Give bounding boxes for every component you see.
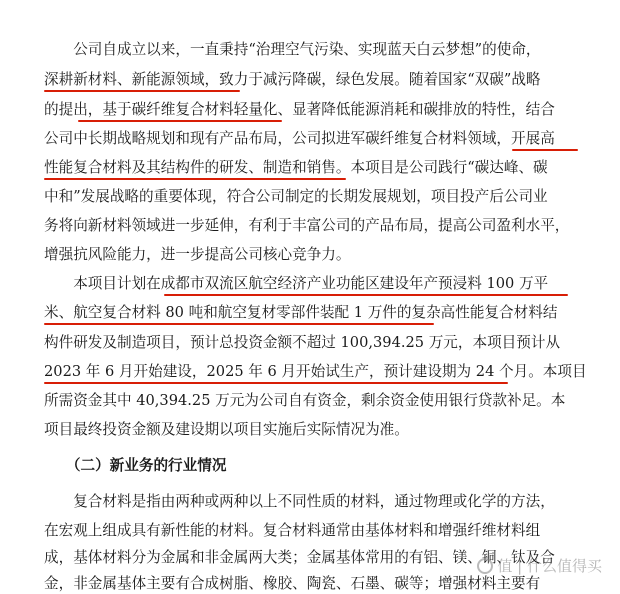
- text-line: 在宏观上组成具有新性能的材料。复合材料通常由基体材料和增强纤维材料组: [44, 522, 541, 539]
- text-line: 深耕新材料、新能源领域，致力于减污降碳，绿色发展。随着国家“双碳”战略: [44, 71, 541, 88]
- text-line: 公司中长期战略规划和现有产品布局，公司拟进军碳纤维复合材料领域，开展高: [44, 130, 555, 147]
- text-line: 米、航空复合材料 80 吨和航空复材零部件装配 1 万件的复杂高性能复合材料结: [44, 304, 558, 321]
- underline-mark: [164, 294, 568, 296]
- text-line: 所需资金其中 40,394.25 万元为公司自有资金，剩余资金使用银行贷款补足。本: [44, 392, 566, 409]
- text-line: 中和”发展战略的重要体现，符合公司制定的长期发展规划，项目投产后公司业: [44, 188, 548, 205]
- text-line: 2023 年 6 月开始建设，2025 年 6 月开始试生产，预计建设期为 24 个月。本项目: [44, 363, 587, 380]
- text-line: 成，基体材料分为金属和非金属两大类；金属基体常用的有铝、镁、铜、钛及合: [44, 549, 555, 566]
- underline-mark: [44, 382, 508, 384]
- text-line: 金，非金属基体主要有合成树脂、橡胶、陶瓷、石墨、碳等；增强材料主要有: [44, 575, 541, 592]
- section-heading: （二）新业务的行业情况: [44, 457, 227, 474]
- text-line: 增强抗风险能力，进一步提高公司核心竞争力。: [44, 246, 351, 263]
- text-line: 公司自成立以来，一直秉持“治理空气污染、实现蓝天白云梦想”的使命，: [44, 41, 541, 58]
- text-line: 构件研发及制造项目，预计总投资金额不超过 100,394.25 万元，本项目预计从: [44, 334, 561, 351]
- text-line: 项目最终投资金额及建设期以项目实施后实际情况为准。: [44, 421, 409, 438]
- underline-mark: [44, 323, 434, 325]
- underline-mark: [44, 178, 346, 180]
- watermark-logo-icon: [477, 558, 493, 574]
- text-line: 务将向新材料领域进一步延伸，有利于丰富公司的产品布局，提高公司盈利水平，: [44, 217, 570, 234]
- underline-mark: [78, 120, 282, 122]
- underline-mark: [512, 149, 578, 151]
- text-line: 的提出，基于碳纤维复合材料轻量化、显著降低能源消耗和碳排放的特性，结合: [44, 101, 555, 118]
- watermark: 值 | 什么值得买: [477, 555, 602, 576]
- underline-mark: [44, 90, 240, 92]
- text-line: 性能复合材料及其结构件的研发、制造和销售。本项目是公司践行“碳达峰、碳: [44, 159, 548, 176]
- text-line: 复合材料是指由两种或两种以上不同性质的材料，通过物理或化学的方法，: [44, 493, 555, 510]
- text-line: 本项目计划在成都市双流区航空经济产业功能区建设年产预浸料 100 万平: [44, 275, 549, 292]
